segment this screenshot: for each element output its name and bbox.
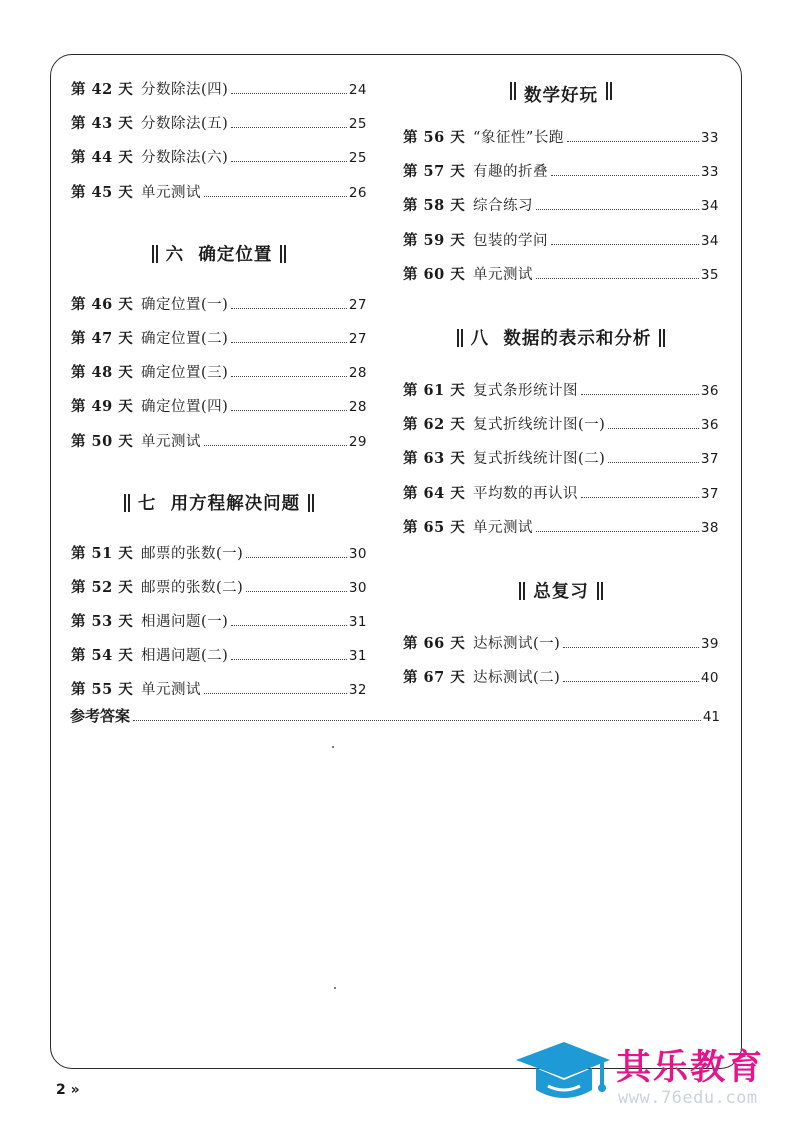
toc-group-right-a — [403, 126, 719, 297]
toc-day: 第 53 天 — [71, 613, 134, 631]
toc-entry[interactable] — [71, 146, 367, 180]
toc-day: 第 65 天 — [403, 518, 466, 536]
toc-page: 36 — [700, 382, 719, 399]
toc-page: 25 — [348, 116, 367, 133]
dot-leader — [231, 410, 346, 411]
dot-leader — [581, 394, 699, 395]
dot-leader — [231, 659, 346, 660]
toc-page: 32 — [348, 682, 367, 699]
toc-day: 第 57 天 — [403, 163, 466, 181]
toc-entry[interactable] — [403, 632, 719, 666]
scan-speck — [332, 746, 334, 748]
toc-title: 单元测试 — [141, 184, 201, 201]
toc-day: 第 52 天 — [71, 578, 134, 596]
toc-page: 37 — [700, 485, 719, 502]
toc-title: 相遇问题(二) — [141, 648, 229, 665]
double-bar-icon — [280, 245, 286, 263]
toc-title: 单元测试 — [473, 519, 533, 536]
dot-leader — [204, 196, 347, 197]
double-bar-icon — [152, 245, 158, 263]
toc-entry[interactable] — [71, 78, 367, 112]
dot-leader — [204, 445, 347, 446]
toc-day: 第 60 天 — [403, 265, 466, 283]
toc-day: 第 66 天 — [403, 634, 466, 652]
dot-leader — [231, 376, 346, 377]
toc-page: 36 — [700, 417, 719, 434]
toc-title: 复式折线统计图(二) — [473, 451, 606, 468]
toc-page: 40 — [700, 670, 719, 687]
toc-day: 第 59 天 — [403, 231, 466, 249]
dot-leader — [133, 720, 701, 721]
toc-title: 邮票的张数(一) — [141, 545, 244, 562]
dot-leader — [567, 141, 699, 142]
page-number: 2 » — [56, 1082, 80, 1098]
toc-title: 确定位置(一) — [141, 296, 229, 313]
watermark-logo — [512, 1036, 802, 1116]
toc-entry[interactable] — [71, 361, 367, 395]
toc-day: 第 56 天 — [403, 129, 466, 146]
toc-group-left-b — [71, 293, 367, 464]
toc-title: 分数除法(五) — [141, 116, 229, 133]
section-heading-data — [403, 297, 719, 379]
toc-page: 33 — [700, 164, 719, 181]
toc-title: 确定位置(二) — [141, 330, 229, 347]
dot-leader — [536, 278, 699, 279]
dot-leader — [581, 497, 699, 498]
toc-day: 第 64 天 — [403, 484, 466, 502]
toc-title: 有趣的折叠 — [473, 164, 548, 181]
double-bar-icon — [519, 582, 525, 600]
dot-leader — [551, 175, 699, 176]
toc-day: 第 49 天 — [71, 398, 134, 416]
toc-day: 第 48 天 — [71, 364, 134, 382]
toc-title: 单元测试 — [141, 433, 201, 450]
toc-title: 达标测试(一) — [473, 635, 561, 652]
toc-title: 综合练习 — [473, 198, 533, 215]
toc-title: 复式条形统计图 — [473, 382, 578, 399]
dot-leader — [231, 127, 346, 128]
answers-label: 参考答案 — [70, 707, 131, 725]
toc-day: 第 67 天 — [403, 669, 466, 687]
toc-page: 34 — [700, 232, 719, 249]
dot-leader — [231, 342, 346, 343]
scan-speck — [334, 987, 336, 989]
toc-day: 第 62 天 — [403, 416, 466, 434]
toc-page: 29 — [348, 433, 367, 450]
toc-entry[interactable] — [71, 610, 367, 644]
toc-page: 37 — [700, 451, 719, 468]
toc-group-left-c — [71, 542, 367, 713]
toc-page: 28 — [348, 399, 367, 416]
dot-leader — [563, 681, 698, 682]
toc-entry[interactable] — [71, 395, 367, 429]
toc-group-left-a — [71, 78, 367, 215]
toc-title: 分数除法(四) — [141, 82, 229, 98]
toc-page: 31 — [348, 614, 367, 631]
toc-entry[interactable] — [403, 229, 719, 263]
watermark-brand-name: 其乐教育 — [616, 1048, 765, 1088]
section-title: 数学好玩 — [524, 86, 598, 106]
toc-entry[interactable] — [403, 160, 719, 194]
toc-title: 相遇问题(一) — [141, 614, 229, 631]
dot-leader — [246, 591, 346, 592]
graduation-cap-icon — [512, 1036, 612, 1116]
toc-day: 第 50 天 — [71, 432, 134, 450]
toc-title: 复式折线统计图(一) — [473, 417, 606, 434]
toc-entry[interactable] — [71, 293, 367, 327]
toc-title: 确定位置(四) — [141, 399, 229, 416]
dot-leader — [231, 93, 346, 94]
section-title: 六 确定位置 — [165, 245, 273, 266]
section-heading-review — [403, 550, 719, 632]
toc-page: 35 — [700, 266, 719, 283]
toc-title: 平均数的再认识 — [473, 485, 578, 502]
toc-title: 单元测试 — [141, 682, 201, 699]
toc-day: 第 61 天 — [403, 381, 466, 399]
dot-leader — [563, 647, 698, 648]
toc-page: 39 — [700, 635, 719, 652]
toc-page: 24 — [348, 82, 367, 98]
dot-leader — [231, 625, 346, 626]
watermark-url: www.76edu.com — [618, 1088, 758, 1108]
toc-entry[interactable] — [71, 327, 367, 361]
toc-day: 第 46 天 — [71, 295, 134, 313]
toc-day: 第 42 天 — [71, 81, 134, 98]
dot-leader — [204, 693, 347, 694]
toc-title: 单元测试 — [473, 266, 533, 283]
toc-entry[interactable] — [71, 430, 367, 464]
toc-title: 达标测试(二) — [473, 670, 561, 687]
toc-day: 第 43 天 — [71, 115, 134, 133]
toc-page: 30 — [348, 545, 367, 562]
toc-group-right-c — [403, 632, 719, 700]
double-bar-icon — [597, 582, 603, 600]
toc-page: 41 — [702, 709, 720, 725]
toc-group-right-b — [403, 379, 719, 550]
section-title: 七 用方程解决问题 — [137, 494, 301, 515]
section-title: 八 数据的表示和分析 — [470, 329, 652, 350]
toc-day: 第 45 天 — [71, 183, 134, 201]
toc-entry[interactable] — [403, 263, 719, 297]
double-bar-icon — [124, 494, 130, 512]
double-bar-icon — [659, 329, 665, 347]
toc-entry[interactable] — [403, 516, 719, 550]
toc-page: 38 — [700, 519, 719, 536]
toc-day: 第 44 天 — [71, 149, 134, 167]
section-heading-fun-math — [403, 82, 719, 116]
toc-page: 26 — [348, 184, 367, 201]
toc-title: 包装的学问 — [473, 232, 548, 249]
dot-leader — [608, 462, 698, 463]
toc-day: 第 47 天 — [71, 329, 134, 347]
toc-page: 27 — [348, 330, 367, 347]
dot-leader — [536, 209, 699, 210]
toc-entry[interactable] — [71, 576, 367, 610]
toc-page: 25 — [348, 150, 367, 167]
toc-entry[interactable] — [403, 194, 719, 228]
toc-day: 第 54 天 — [71, 647, 134, 665]
toc-right-column — [403, 82, 719, 700]
double-bar-icon — [606, 82, 612, 100]
toc-title: “象征性”长跑 — [473, 130, 564, 146]
toc-entry[interactable] — [71, 181, 367, 215]
toc-entry[interactable] — [71, 112, 367, 146]
dot-leader — [608, 428, 698, 429]
toc-entry[interactable] — [71, 542, 367, 576]
toc-entry[interactable] — [71, 644, 367, 678]
toc-day: 第 55 天 — [71, 681, 134, 699]
toc-page: 34 — [700, 198, 719, 215]
dot-leader — [231, 308, 346, 309]
toc-entry[interactable] — [403, 379, 719, 413]
toc-left-column — [71, 78, 367, 713]
section-title: 总复习 — [533, 582, 589, 603]
toc-page: 31 — [348, 648, 367, 665]
toc-page: 30 — [348, 579, 367, 596]
double-bar-icon — [308, 494, 314, 512]
section-heading-position — [71, 215, 367, 293]
toc-entry[interactable] — [403, 482, 719, 516]
toc-page: 28 — [348, 365, 367, 382]
toc-page: 27 — [348, 296, 367, 313]
dot-leader — [246, 557, 346, 558]
dot-leader — [231, 161, 346, 162]
toc-title: 确定位置(三) — [141, 365, 229, 382]
toc-day: 第 63 天 — [403, 450, 466, 468]
toc-day: 第 51 天 — [71, 544, 134, 562]
toc-entry-answers[interactable] — [70, 705, 720, 726]
double-bar-icon — [510, 82, 516, 100]
toc-day: 第 58 天 — [403, 197, 466, 215]
double-bar-icon — [457, 329, 463, 347]
toc-title: 分数除法(六) — [141, 150, 229, 167]
toc-title: 邮票的张数(二) — [141, 579, 244, 596]
toc-entry[interactable] — [403, 413, 719, 447]
toc-entry[interactable] — [403, 666, 719, 700]
toc-page: 33 — [700, 130, 719, 146]
dot-leader — [536, 531, 699, 532]
toc-entry[interactable] — [403, 447, 719, 481]
toc-entry[interactable] — [403, 126, 719, 160]
section-heading-equations — [71, 464, 367, 542]
dot-leader — [551, 244, 699, 245]
